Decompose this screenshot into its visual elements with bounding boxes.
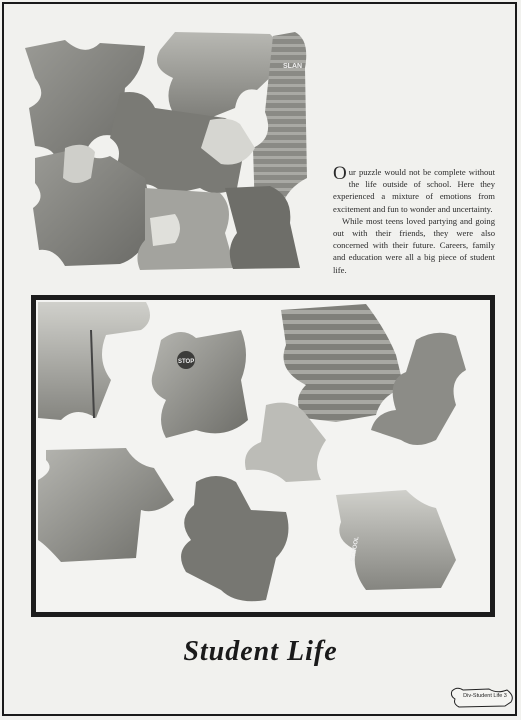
framed-collage-art	[36, 300, 490, 612]
puzzle-piece	[157, 32, 282, 120]
section-title: Student Life	[183, 636, 338, 667]
framed-puzzle-collage	[31, 295, 495, 617]
puzzle-piece	[181, 476, 288, 601]
top-puzzle-collage	[25, 28, 315, 274]
sign-text: SLAN	[283, 63, 303, 70]
puzzle-piece	[63, 145, 95, 183]
page-folio	[449, 686, 517, 708]
intro-paragraph-2: While most teens loved partying and going out with their friends, they were also concerned with their future. Careers, family and education were all a big piece of student life.	[333, 215, 495, 275]
puzzle-piece	[281, 304, 404, 422]
school-sign-text: SCHOOL	[350, 536, 361, 563]
puzzle-piece	[152, 330, 248, 438]
drop-cap: O	[333, 163, 347, 184]
puzzle-piece	[225, 186, 300, 269]
puzzle-piece	[38, 448, 174, 562]
folio-text: Div-Student Life 3	[463, 693, 507, 699]
intro-paragraph-1: Our puzzle would not be complete without the life outside of school. Here they experienced a mixture of emotions from excitement and fun to wonder and uncertainty.	[333, 163, 495, 214]
intro-text	[333, 163, 495, 276]
stop-sign-text: STOP	[178, 359, 195, 365]
puzzle-piece	[150, 214, 180, 246]
